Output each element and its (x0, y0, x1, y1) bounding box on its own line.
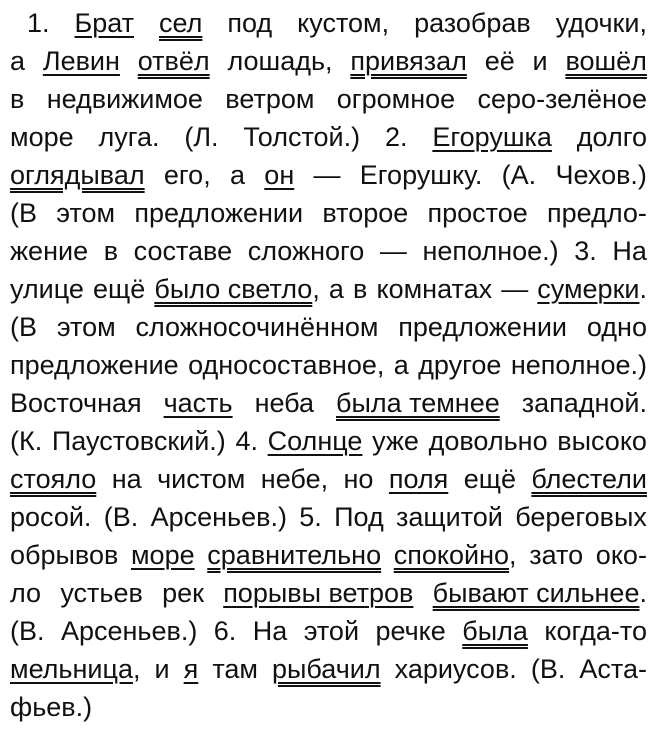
text-line (10, 4, 647, 42)
word: кустом, (297, 8, 390, 38)
predicate-word: рыбачил (272, 654, 381, 684)
word: ло (10, 578, 42, 608)
predicate-word: было светло (154, 274, 313, 304)
predicate-word: стояло (10, 464, 97, 494)
word: когда-то (544, 616, 647, 646)
word: (К. (10, 426, 43, 456)
text-line (10, 346, 647, 384)
word: (В. (10, 616, 45, 646)
word: предложение (10, 350, 179, 380)
text-line (10, 688, 647, 726)
word: серо-зелёное (477, 84, 647, 114)
word: 6. (213, 616, 237, 646)
word: удочки, (555, 8, 647, 38)
word: рек (162, 578, 204, 608)
word-group (154, 270, 319, 308)
word: уже (372, 426, 419, 456)
word: улице (10, 274, 84, 304)
predicate-word: бывают сильнее (432, 578, 640, 608)
subject-word: он (264, 160, 295, 190)
text-line (10, 80, 647, 118)
subject-word: часть (163, 388, 233, 418)
predicate-word: была (462, 616, 528, 646)
word: 4. (235, 426, 258, 456)
subject-word: Солнце (267, 426, 363, 456)
word: Аста- (579, 654, 647, 684)
word: Толстой.) (243, 122, 361, 152)
word: этом (56, 198, 116, 228)
predicate-word: блестели (531, 464, 647, 494)
word: высоко (557, 426, 647, 456)
word: Егорушку. (359, 160, 483, 190)
subject-word: я (183, 654, 199, 684)
word: этой (303, 616, 360, 646)
word: ещё (463, 464, 516, 494)
word: зато (529, 540, 584, 570)
word: устьев (60, 578, 143, 608)
word: а (229, 160, 246, 190)
word: западной. (521, 388, 647, 418)
word: (В (10, 312, 37, 342)
subject-word: порывы ветров (223, 578, 414, 608)
word: этом (56, 312, 116, 342)
subject-word: сумерки (537, 274, 640, 304)
word: односоставное, (188, 350, 385, 380)
word: составе (133, 236, 233, 266)
subject-word: поля (388, 464, 449, 494)
text-line (10, 650, 647, 688)
word: луга. (98, 122, 160, 152)
word: 2. (384, 122, 408, 152)
word-group (394, 536, 517, 574)
predicate-word: была темнее (336, 388, 500, 418)
word: фьев.) (10, 692, 93, 722)
word: сложносочинённом (135, 312, 379, 342)
word: второе (322, 198, 409, 228)
predicate-word: отвёл (137, 46, 210, 76)
word: её (484, 46, 515, 76)
word: око- (595, 540, 647, 570)
word: береговых (515, 502, 647, 532)
text-line (10, 308, 647, 346)
text-line (10, 270, 647, 308)
word: но (343, 464, 374, 494)
word: предложении (398, 312, 568, 342)
word: неполное.) (510, 350, 647, 380)
word: а (328, 274, 344, 304)
word: Чехов.) (555, 160, 647, 190)
word: море (10, 122, 74, 152)
text-line (10, 42, 647, 80)
predicate-word: сравнительно (207, 540, 382, 570)
text-line (10, 460, 647, 498)
word-group (10, 650, 141, 688)
word: Паустовский.) (51, 426, 226, 456)
word: 3. (574, 236, 597, 266)
subject-word: Егорушка (432, 122, 552, 152)
subject-word: море (130, 540, 195, 570)
text-line (10, 536, 647, 574)
text-line (10, 118, 647, 156)
text-line (10, 612, 647, 650)
word: хариусов. (394, 654, 517, 684)
text-line (10, 498, 647, 536)
word: одно (586, 312, 647, 342)
word: и (532, 46, 548, 76)
word: в (103, 236, 119, 266)
word: , (509, 540, 517, 570)
subject-word: мельница (10, 654, 133, 684)
word: обрывов (10, 540, 119, 570)
word: а (10, 46, 26, 76)
word: и (154, 654, 170, 684)
predicate-word: вошёл (565, 46, 647, 76)
text-line (10, 574, 647, 612)
word: , (312, 274, 320, 304)
predicate-word: спокойно (393, 540, 510, 570)
word: — (313, 160, 341, 190)
word-group (433, 574, 647, 612)
word: довольно (428, 426, 548, 456)
word: в (353, 274, 368, 304)
subject-word: Левин (42, 46, 120, 76)
word: жение (10, 236, 89, 266)
word: На (612, 236, 647, 266)
word: недвижимое (46, 84, 203, 114)
word-group (537, 270, 647, 308)
word: долго (576, 122, 647, 152)
word: ветром (225, 84, 315, 114)
word: . (639, 578, 647, 608)
word: огромное (336, 84, 456, 114)
word: (А. (501, 160, 537, 190)
word: Арсеньев.) (150, 502, 287, 532)
word: неполное.) (422, 236, 559, 266)
word: защитой (396, 502, 503, 532)
word: речке (375, 616, 446, 646)
text-line (10, 156, 647, 194)
word: . (639, 274, 647, 304)
word: комнатах (376, 274, 493, 304)
word: неба (254, 388, 315, 418)
predicate-word: оглядывал (10, 160, 145, 190)
word: 1. (27, 8, 50, 38)
word: его, (163, 160, 211, 190)
text-line (10, 232, 647, 270)
word: ещё (93, 274, 146, 304)
predicate-word: сел (159, 8, 203, 38)
word: предло- (547, 198, 647, 228)
word: небе, (260, 464, 329, 494)
word: в (10, 84, 25, 114)
word: предложении (134, 198, 304, 228)
word: Арсеньев.) (60, 616, 198, 646)
word: (Л. (184, 122, 219, 152)
word: на (111, 464, 142, 494)
text-line (10, 194, 647, 232)
word: Под (334, 502, 384, 532)
word: (В. (530, 654, 566, 684)
word: (В (10, 198, 37, 228)
text-line (10, 384, 647, 422)
word: под (227, 8, 273, 38)
word: а (393, 350, 409, 380)
word: чистом (157, 464, 246, 494)
word: разобрав (414, 8, 531, 38)
word: другое (418, 350, 502, 380)
word: 5. (299, 502, 322, 532)
word: там (212, 654, 258, 684)
word: сложного (247, 236, 365, 266)
word: Восточная (10, 388, 142, 418)
word: простое (427, 198, 528, 228)
word: — (379, 236, 407, 266)
word: , (132, 654, 141, 684)
word: — (501, 274, 529, 304)
word: лошадь, (227, 46, 333, 76)
text-line (10, 422, 647, 460)
word: (В. (103, 502, 139, 532)
predicate-word: привязал (350, 46, 467, 76)
word: росой. (10, 502, 92, 532)
subject-word: Брат (74, 8, 135, 38)
word: На (252, 616, 288, 646)
